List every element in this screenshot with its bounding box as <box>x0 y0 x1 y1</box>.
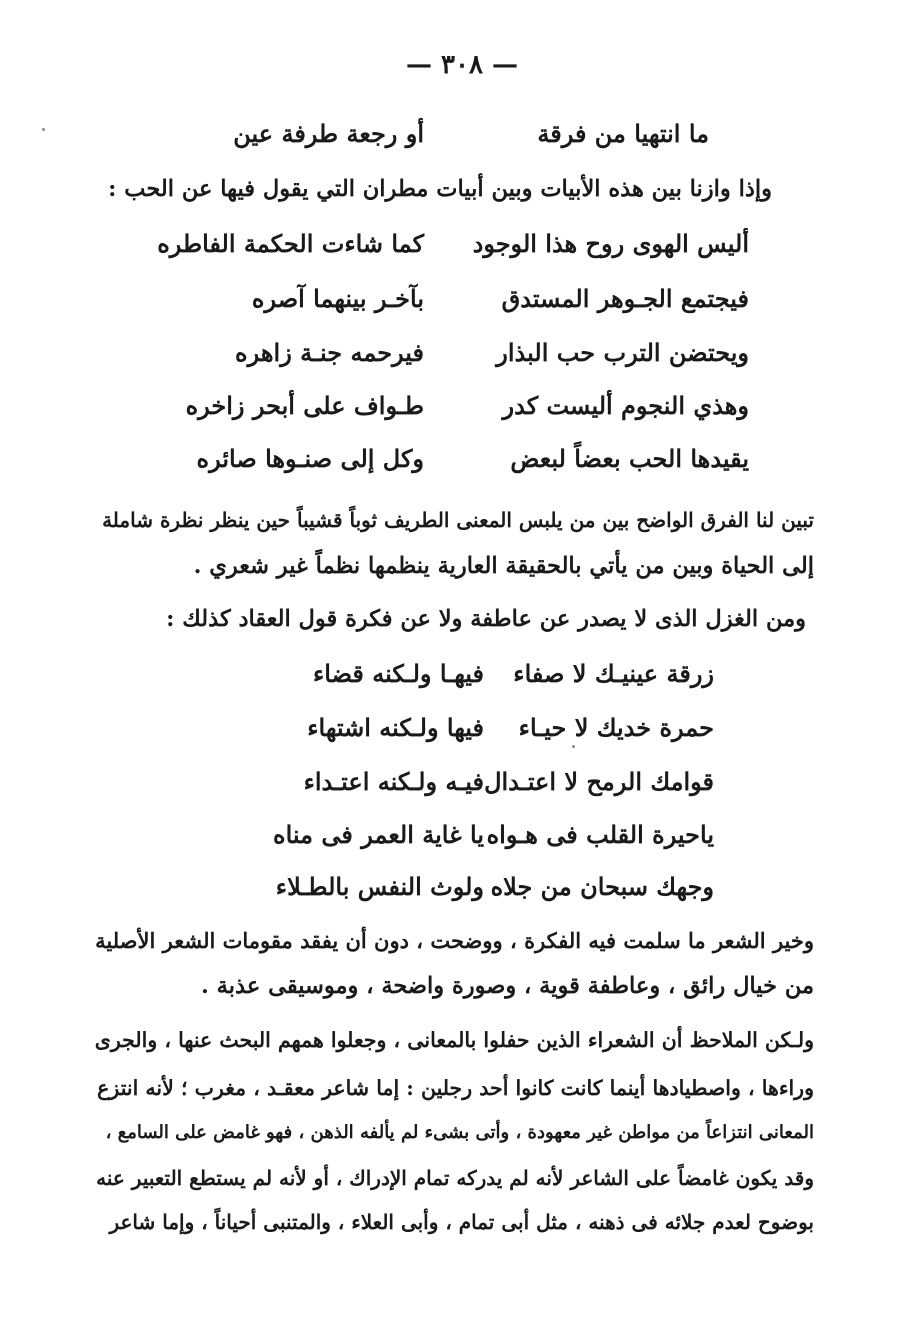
paragraph-line: وقد يكون غامضاً على الشاعر لأنه لم يدركه تمام الإدراك ، أو لأنه لم يستطع التعبير عنه <box>96 1166 814 1190</box>
verse-left-hemistich: ولوث النفس بالطـلاء <box>275 872 484 901</box>
verse-right-hemistich: ما انتهيا من فرقة <box>537 119 709 148</box>
scan-speck <box>572 745 575 748</box>
verse-left-hemistich: فيرحمه جنـة زاهره <box>235 338 424 367</box>
verse-left-hemistich: يا غاية العمر فى مناه <box>273 820 484 849</box>
scan-speck <box>42 128 45 131</box>
paragraph-line: إلى الحياة وبين من يأتي بالحقيقة العارية ينظمها نظماً غير شعري . <box>193 553 814 579</box>
verse-left-hemistich: وكل إلى صنـوها صائره <box>196 444 424 473</box>
verse-left-hemistich: فيـه ولـكنه اعتـداء <box>303 767 484 796</box>
intro-line-mutran: وإذا وازنا بين هذه الأبيات وبين أبيات مطران التي يقول فيها عن الحب : <box>108 176 772 202</box>
opening-verse <box>0 119 924 152</box>
paragraph-line: وراءها ، واصطيادها أينما كانت كانوا أحد رجلين : إما شاعر معقـد ، مغرب ؛ لأنه انتزع <box>97 1076 814 1100</box>
verse-left-hemistich: بآخـر بينهما آصره <box>251 284 424 313</box>
verse-left-hemistich: فيهـا ولـكنه قضاء <box>312 659 484 688</box>
verse-right-hemistich: وجهك سبحان من جلاه <box>490 872 714 901</box>
intro-line-aqqad: ومن الغزل الذى لا يصدر عن عاطفة ولا عن فكرة قول العقاد كذلك : <box>166 606 806 632</box>
paragraph-line: ولـكن الملاحظ أن الشعراء الذين حفلوا بالمعانى ، وجعلوا همهم البحث عنها ، والجرى <box>94 1028 814 1052</box>
page-number: — ٣٠٨ — <box>405 50 519 80</box>
verse-right-hemistich: ياحيرة القلب فى هـواه <box>486 820 714 849</box>
paragraph-line: تبين لنا الفرق الواضح بين من يلبس المعنى الطريف ثوباً قشيباً حين ينظر نظرة شاملة <box>102 508 814 532</box>
paragraph-line: بوضوح لعدم جلائه فى ذهنه ، مثل أبى تمام ، وأبى العلاء ، والمتنبى أحياناً ، وإما شاعر <box>109 1210 814 1234</box>
paragraph-line: من خيال رائق ، وعاطفة قوية ، وصورة واضحة ، وموسيقى عذبة . <box>201 973 814 999</box>
verse-right-hemistich: أليس الهوى روح هذا الوجود <box>472 229 749 258</box>
verse-right-hemistich: حمرة خديك لا حيـاء <box>518 713 714 742</box>
verse-left-hemistich: فيها ولـكنه اشتهاء <box>307 713 484 742</box>
verse-right-hemistich: ويحتضن الترب حب البذار <box>496 338 749 367</box>
verse-left-hemistich: طـواف على أبحر زاخره <box>185 391 424 420</box>
verse-right-hemistich: زرقة عينيـك لا صفاء <box>513 659 714 688</box>
verse-right-hemistich: يقيدها الحب بعضاً لبعض <box>510 444 749 473</box>
verse-left-hemistich: كما شاءت الحكمة الفاطره <box>157 229 424 258</box>
verse-right-hemistich: وهذي النجوم أليست كدر <box>502 391 749 420</box>
paragraph-line: المعانى انتزاعاً من مواطن غير معهودة ، وأتى بشىء لم يألفه الذهن ، فهو غامض على السامع ، <box>105 1122 814 1143</box>
verse-right-hemistich: قوامك الرمح لا اعتـدال <box>484 767 714 796</box>
verse-left-hemistich: أو رجعة طرفة عين <box>233 119 424 148</box>
paragraph-line: وخير الشعر ما سلمت فيه الفكرة ، ووضحت ، دون أن يفقد مقومات الشعر الأصلية <box>95 928 814 953</box>
verse-right-hemistich: فيجتمع الجـوهر المستدق <box>501 284 749 313</box>
